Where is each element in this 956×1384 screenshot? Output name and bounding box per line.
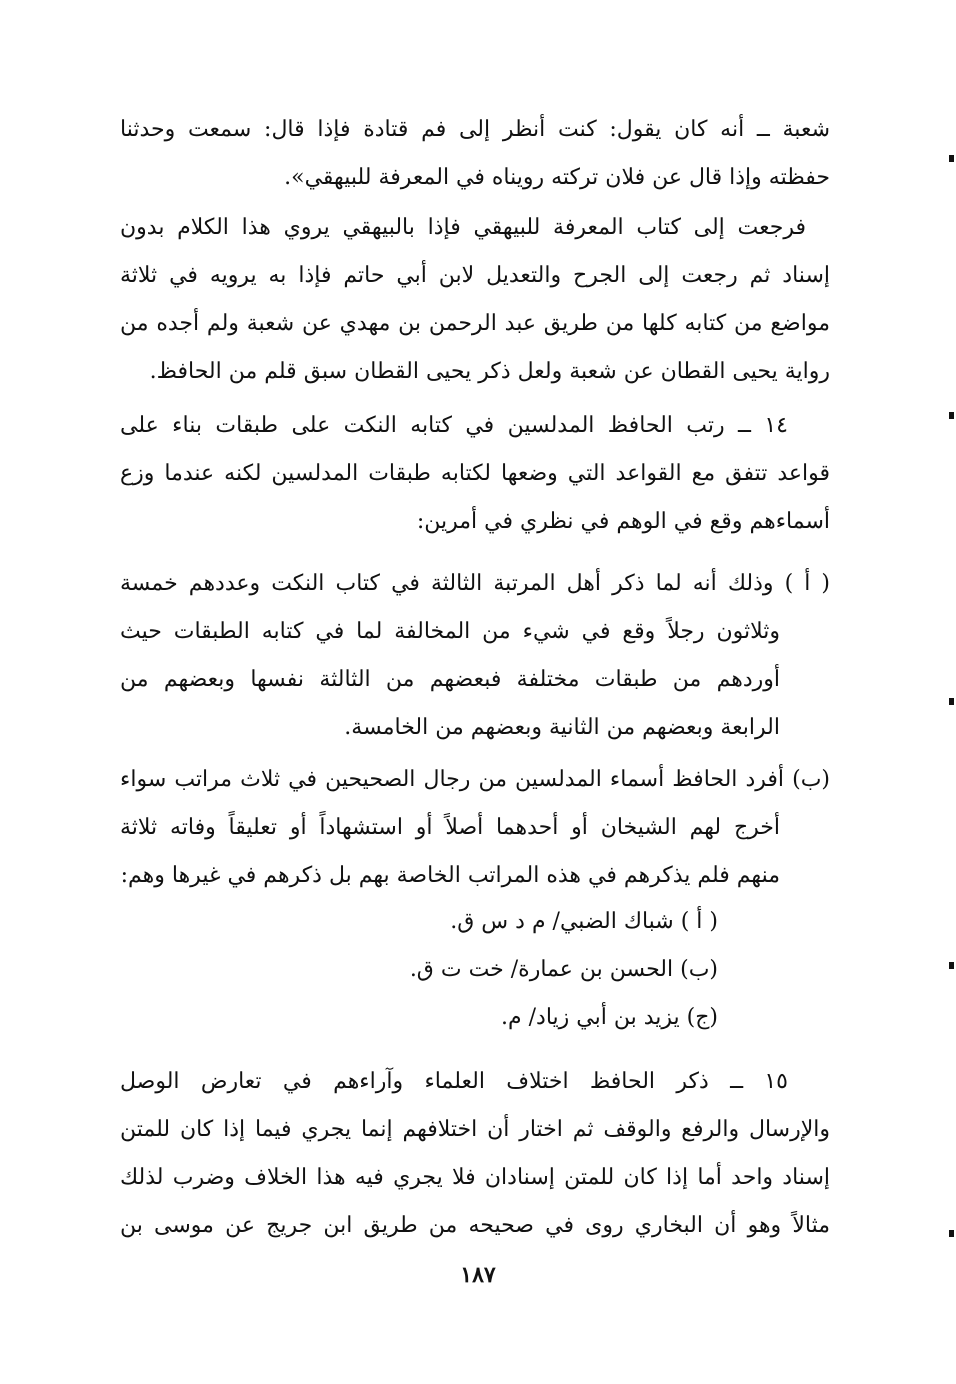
text-line: ١٥ ــ ذكر الحافظ اختلاف العلماء وآراءهم في تعارض الوصل — [120, 1069, 788, 1094]
text-line: والإرسال والرفع والوقف ثم اختار أن اختلافهم إنما يجري فيما إذا كان للمتن — [120, 1117, 830, 1142]
text-line: (ب) أفرد الحافظ أسماء المدلسين من رجال الصحيحين في ثلاث مراتب سواء — [120, 767, 830, 792]
text-line: منهم فلم يذكرهم في هذه المراتب الخاصة بهم بل ذكرهم في غيرها وهم: — [120, 863, 780, 888]
paragraph-point-14 — [120, 402, 830, 546]
page-number: ١٨٧ — [460, 1262, 496, 1288]
text-line: فرجعت إلى كتاب المعرفة للبيهقي فإذا بالبيهقي يروي هذا الكلام بدون — [120, 215, 806, 240]
text-line: حفظته وإذا قال عن فلان تركته رويناه في المعرفة للبيهقي». — [284, 165, 830, 190]
margin-mark — [949, 412, 954, 419]
text-line: إسناد واحد أما إذا كان للمتن إسنادان فلا يجري فيه هذا الخلاف وضرب لذلك — [120, 1165, 830, 1190]
text-line: وثلاثون رجلاً وقع في شيء من المخالفة لما في كتابه الطبقات حيث — [120, 619, 780, 644]
list-item-a — [120, 560, 830, 752]
sublist-narrators — [120, 898, 830, 1042]
text-line: شعبة ــ أنه كان يقول: كنت أنظر إلى فم قتادة فإذا قال: سمعت وحدثنا — [120, 117, 830, 142]
paragraph-point-15 — [120, 1058, 830, 1250]
text-line: الرابعة وبعضهم من الثانية وبعضهم من الخامسة. — [344, 715, 780, 740]
text-line: مواضع من كتابه كلها من طريق عبد الرحمن بن مهدي عن شعبة ولم أجده من — [120, 311, 830, 336]
text-line: ١٤ ــ رتب الحافظ المدلسين في كتابه النكت على طبقات بناء على — [120, 413, 788, 438]
text-line: قواعد تتفق مع القواعد التي وضعها لكتابه طبقات المدلسين لكنه عندما وزع — [120, 461, 830, 486]
margin-mark — [949, 698, 954, 705]
list-item-b — [120, 756, 830, 900]
margin-mark — [949, 962, 954, 969]
sublist-item: (ج) يزيد بن أبي زياد/ م. — [501, 1005, 718, 1030]
text-line: أخرج لهم الشيخان أو أحدهما أصلاً أو استشهاداً أو تعليقاً وفاته ثلاثة — [120, 815, 780, 840]
margin-mark — [949, 155, 954, 162]
sublist-item: ( أ ) شباك الضبي/ م د س ق. — [450, 909, 718, 934]
text-line: إسناد ثم رجعت إلى الجرح والتعديل لابن أبي حاتم فإذا به يرويه في ثلاثة — [120, 263, 830, 288]
text-line: رواية يحيى القطان عن شعبة ولعل ذكر يحيى القطان سبق قلم من الحافظ. — [149, 359, 830, 384]
text-line: ( أ ) وذلك أنه لما ذكر أهل المرتبة الثالثة في كتاب النكت وعددهم خمسة — [120, 571, 830, 596]
margin-mark — [949, 1230, 954, 1237]
text-line: مثالاً وهو أن البخاري روى في صحيحه من طريق ابن جريج عن موسى بن — [120, 1213, 830, 1238]
paragraph-continuation — [120, 106, 830, 202]
text-line: أوردهم من طبقات مختلفة فبعضهم من الثالثة نفسها وبعضهم من — [120, 667, 780, 692]
text-line: أسماءهم وقع في الوهم في نظري في أمرين: — [416, 509, 830, 534]
paragraph-bayhaqi — [120, 204, 830, 396]
sublist-item: (ب) الحسن بن عمارة/ خت ت ق. — [409, 957, 718, 982]
